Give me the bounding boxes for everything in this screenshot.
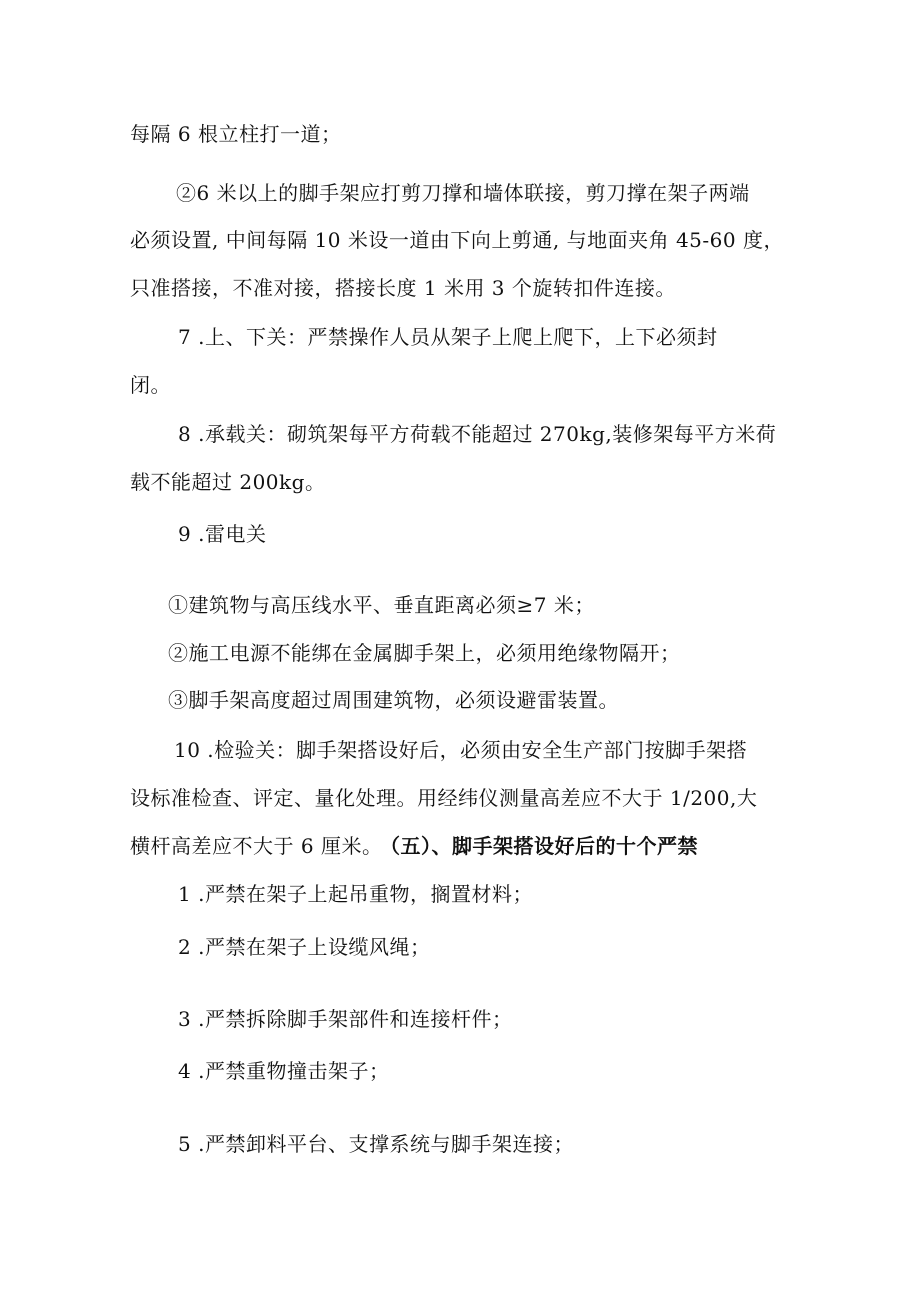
text-line-19: 4 .严禁重物撞击架子； — [178, 1059, 390, 1083]
text-line-12: ③脚手架高度超过周围建筑物，必须设避雷装置。 — [168, 688, 619, 712]
text-line-2: ②6 米以上的脚手架应打剪刀撑和墙体联接，剪刀撑在架子两端 — [176, 181, 750, 205]
text-line-13: 10 .检验关：脚手架搭设好后，必须由安全生产部门按脚手架搭 — [174, 738, 748, 762]
text-line-17: 2 .严禁在架子上设缆风绳； — [178, 935, 431, 959]
text-line-11: ②施工电源不能绑在金属脚手架上，必须用绝缘物隔开； — [168, 641, 681, 665]
text-line-10: ①建筑物与高压线水平、垂直距离必须≥7 米； — [168, 593, 595, 617]
text-line-5: 7 .上、下关：严禁操作人员从架子上爬上爬下，上下必须封 — [178, 325, 718, 349]
text-line-20: 5 .严禁卸料平台、支撑系统与脚手架连接； — [178, 1132, 574, 1156]
text-line-7: 8 .承载关：砌筑架每平方荷载不能超过 270kg,装修架每平方米荷 — [178, 422, 777, 446]
text-line-14: 设标准检查、评定、量化处理。用经纬仪测量高差应不大于 1/200,大 — [130, 786, 758, 810]
text-line-3: 必须设置, 中间每隔 10 米设一道由下向上剪通, 与地面夹角 45-60 度， — [130, 228, 784, 252]
text-line-4: 只准搭接，不准对接，搭接长度 1 米用 3 个旋转扣件连接。 — [130, 276, 676, 300]
text-line-15: 横杆高差应不大于 6 厘米。 — [130, 834, 383, 858]
text-line-6: 闭。 — [130, 373, 171, 397]
text-line-1: 每隔 6 根立柱打一道； — [130, 122, 342, 146]
section-heading: （五）、脚手架搭设好后的十个严禁 — [380, 834, 698, 858]
text-line-8: 载不能超过 200kg。 — [130, 470, 326, 494]
text-line-16: 1 .严禁在架子上起吊重物，搁置材料； — [178, 882, 533, 906]
text-line-9: 9 .雷电关 — [178, 522, 267, 546]
text-line-18: 3 .严禁拆除脚手架部件和连接杆件； — [178, 1007, 513, 1031]
